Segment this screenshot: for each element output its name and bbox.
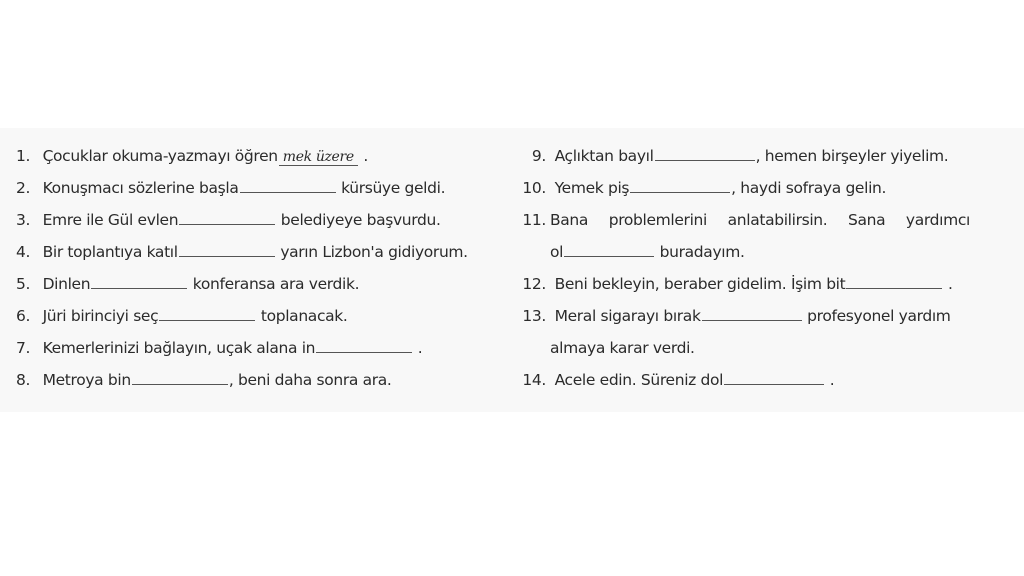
exercise-item-13-continued (512, 335, 980, 367)
fill-in-blank[interactable] (724, 370, 824, 385)
sentence-start: Jüri birinciyi seç (42, 307, 159, 325)
word: problemlerini (608, 211, 707, 229)
word: Bana (550, 211, 589, 229)
sentence-end: konferansa ara verdik. (192, 275, 360, 293)
exercise-item-5 (16, 271, 496, 303)
item-number: 6. (16, 307, 31, 325)
item-number: 2. (16, 179, 31, 197)
exercise-item-12 (512, 271, 980, 303)
fill-in-blank[interactable] (159, 306, 255, 321)
handwritten-answer: mek üzere (279, 150, 358, 166)
sentence-end: . (829, 371, 835, 389)
sentence-end: . (947, 275, 953, 293)
fill-in-blank[interactable] (132, 370, 228, 385)
exercise-item-2 (16, 175, 496, 207)
fill-in-blank[interactable] (179, 242, 275, 257)
item-number: 3. (16, 211, 31, 229)
exercise-item-1 (16, 143, 496, 175)
fill-in-blank[interactable] (316, 338, 412, 353)
item-number: 10. (522, 179, 546, 197)
item-number: 1. (16, 147, 31, 165)
exercise-item-4 (16, 239, 496, 271)
fill-in-blank[interactable] (846, 274, 942, 289)
item-number: 11. (522, 211, 546, 229)
fill-in-blank[interactable] (240, 178, 336, 193)
sentence-middle: ol (550, 243, 564, 261)
sentence-start: Bir toplantıya katıl (42, 243, 178, 261)
exercise-item-11-continued (512, 239, 980, 271)
sentence-end: yarın Lizbon'a gidiyorum. (280, 243, 468, 261)
exercise-column-right (512, 143, 980, 399)
exercise-column-left (16, 143, 496, 399)
fill-in-blank[interactable] (179, 210, 275, 225)
fill-in-blank[interactable] (630, 178, 730, 193)
item-number: 8. (16, 371, 31, 389)
sentence-end: , hemen birşeyler yiyelim. (755, 147, 949, 165)
sentence-start (550, 207, 970, 233)
exercise-item-11 (512, 207, 980, 239)
sentence-end: buradayım. (659, 243, 745, 261)
sentence-end: . (417, 339, 423, 357)
sentence-end: belediyeye başvurdu. (280, 211, 441, 229)
sentence-start: Konuşmacı sözlerine başla (42, 179, 239, 197)
exercise-item-3 (16, 207, 496, 239)
item-number: 7. (16, 339, 31, 357)
sentence-start: Açlıktan bayıl (554, 147, 654, 165)
item-number: 5. (16, 275, 31, 293)
fill-in-blank[interactable] (564, 242, 654, 257)
exercise-item-6 (16, 303, 496, 335)
item-number: 12. (522, 275, 546, 293)
sentence-end: profesyonel yardım (807, 307, 951, 325)
sentence-start: Yemek piş (554, 179, 630, 197)
exercise-item-13 (512, 303, 980, 335)
sentence-end: . (363, 147, 368, 165)
sentence-end: toplanacak. (260, 307, 348, 325)
sentence-start: Kemerlerinizi bağlayın, uçak alana in (42, 339, 316, 357)
sentence-continuation: almaya karar verdi. (550, 339, 695, 357)
exercise-item-7 (16, 335, 496, 367)
fill-in-blank[interactable] (702, 306, 802, 321)
fill-in-blank[interactable] (91, 274, 187, 289)
exercise-item-8 (16, 367, 496, 399)
item-number: 13. (522, 307, 546, 325)
sentence-start: Metroya bin (42, 371, 131, 389)
sentence-end: , beni daha sonra ara. (228, 371, 392, 389)
sentence-end: kürsüye geldi. (341, 179, 446, 197)
sentence-end: , haydi sofraya gelin. (731, 179, 887, 197)
exercise-item-9 (512, 143, 980, 175)
item-number: 9. (531, 147, 546, 165)
word: yardımcı (905, 211, 970, 229)
sentence-start: Acele edin. Süreniz dol (554, 371, 724, 389)
sentence-start: Emre ile Gül evlen (42, 211, 179, 229)
word: Sana (848, 211, 886, 229)
sentence-start: Dinlen (42, 275, 91, 293)
exercise-item-14 (512, 367, 980, 399)
item-number: 4. (16, 243, 31, 261)
sentence-start: Çocuklar okuma-yazmayı öğren (42, 147, 278, 165)
item-number: 14. (522, 371, 546, 389)
sentence-start: Beni bekleyin, beraber gidelim. İşim bit (554, 275, 846, 293)
word: anlatabilirsin. (727, 211, 828, 229)
fill-in-blank[interactable] (655, 146, 755, 161)
sentence-start: Meral sigarayı bırak (554, 307, 701, 325)
exercise-item-10 (512, 175, 980, 207)
